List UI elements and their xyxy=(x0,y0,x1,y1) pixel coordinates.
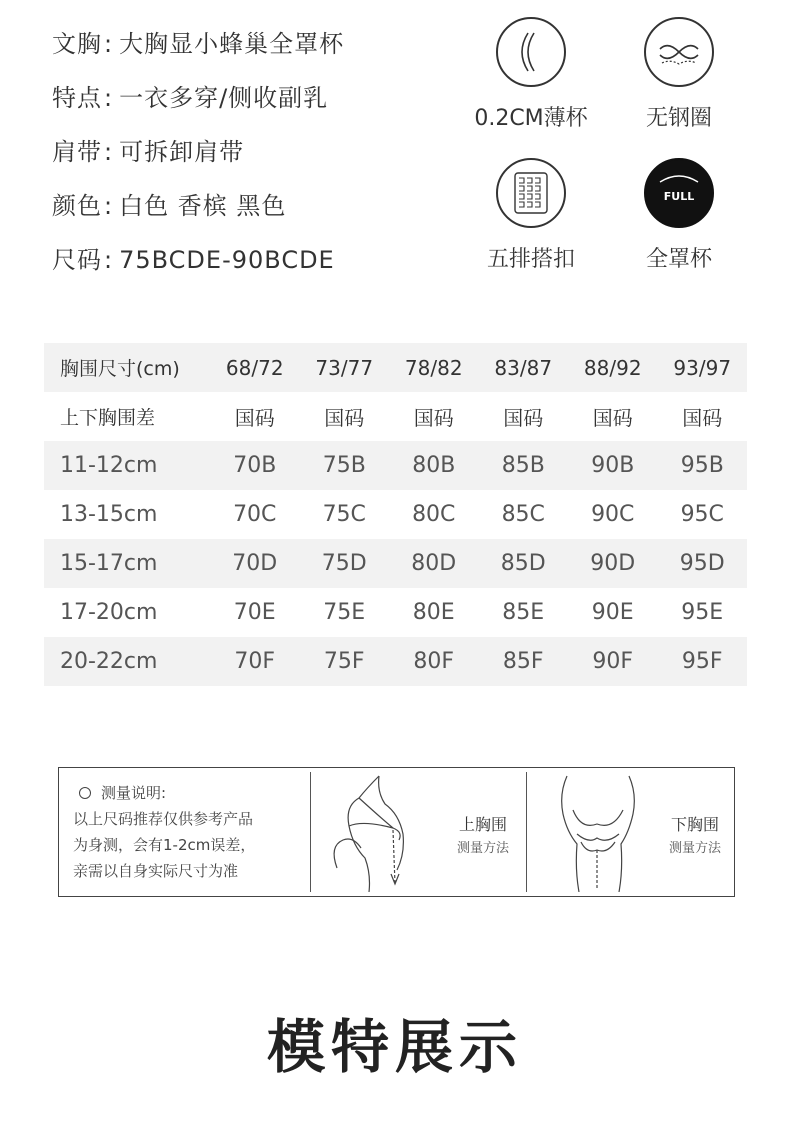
table-cell: 90D xyxy=(568,539,658,588)
table-cell: 90F xyxy=(568,637,658,686)
spec-row-strap: 肩带: 可拆卸肩带 xyxy=(52,138,245,166)
size-table xyxy=(44,343,747,686)
table-row xyxy=(44,539,747,588)
divider xyxy=(526,772,527,892)
table-header-cell: 国码 xyxy=(234,406,275,430)
spec-value: 可拆卸肩带 xyxy=(119,138,245,166)
table-cell: 85C xyxy=(501,502,545,527)
feature-hook-rows xyxy=(456,158,606,273)
table-header-cell: 68/72 xyxy=(210,343,300,392)
table-row xyxy=(44,490,747,539)
spec-list xyxy=(52,22,344,292)
spec-row-size: 尺码: 75BCDE-90BCDE xyxy=(52,246,335,274)
table-cell: 90C xyxy=(591,502,635,527)
table-header-cell: 国码 xyxy=(413,406,454,430)
table-cell: 80E xyxy=(412,600,455,625)
table-cell: 75B xyxy=(300,441,390,490)
table-cell: 90E xyxy=(591,600,634,625)
table-header-cell: 93/97 xyxy=(658,343,748,392)
spec-label: 尺码 xyxy=(52,246,102,274)
feature-label: 全罩杯 xyxy=(645,247,712,272)
table-header-cell: 国码 xyxy=(324,406,365,430)
spec-row-material: 文胸: 大胸显小蜂巢全罩杯 xyxy=(52,30,345,58)
spec-label: 文胸 xyxy=(52,30,102,58)
spec-value: 大胸显小蜂巢全罩杯 xyxy=(119,30,345,58)
table-cell: 75C xyxy=(322,502,366,527)
measurement-box xyxy=(58,767,735,897)
full-badge-text: FULL xyxy=(663,190,695,203)
table-subheader-row xyxy=(44,392,747,441)
table-cell: 85D xyxy=(479,539,569,588)
upper-bust-title: 上胸围 xyxy=(458,815,507,834)
note-title-row xyxy=(73,780,313,806)
table-header-row xyxy=(44,343,747,392)
lower-bust-illustration xyxy=(537,774,657,892)
table-cell: 95E xyxy=(681,600,724,625)
spec-value: 一衣多穿/侧收副乳 xyxy=(119,84,329,112)
spec-value: 75BCDE-90BCDE xyxy=(119,246,335,274)
measurement-note xyxy=(73,780,313,884)
table-cell: 70B xyxy=(210,441,300,490)
circle-bullet-icon xyxy=(79,787,91,799)
full-cup-icon xyxy=(644,158,714,228)
spec-row-feature: 特点: 一衣多穿/侧收副乳 xyxy=(52,84,329,112)
table-cell: 70C xyxy=(233,502,277,527)
note-line: 为身测，会有1-2cm误差， xyxy=(73,836,256,854)
table-cell: 80D xyxy=(389,539,479,588)
feature-label: 五排搭扣 xyxy=(486,247,575,272)
table-cell: 70D xyxy=(210,539,300,588)
table-cell: 95C xyxy=(680,502,724,527)
note-title: 测量说明: xyxy=(101,784,167,802)
table-cell: 20-22cm xyxy=(44,637,210,686)
upper-bust-method xyxy=(447,812,519,856)
table-header-cell: 88/92 xyxy=(568,343,658,392)
table-cell: 13-15cm xyxy=(60,502,158,527)
table-cell: 75E xyxy=(323,600,366,625)
lower-bust-method xyxy=(659,812,731,856)
divider xyxy=(310,772,311,892)
table-cell: 70E xyxy=(233,600,276,625)
table-row xyxy=(44,588,747,637)
spec-label: 颜色 xyxy=(52,192,102,220)
feature-no-wire xyxy=(604,17,754,132)
no-wire-icon xyxy=(644,17,714,87)
section-title: 模特展示 xyxy=(266,1013,523,1081)
feature-label: 无钢圈 xyxy=(645,106,712,131)
table-row xyxy=(44,637,747,686)
note-line: 亲需以自身实际尺寸为准 xyxy=(73,862,239,880)
lower-bust-title: 下胸围 xyxy=(670,815,719,834)
feature-label: 0.2CM薄杯 xyxy=(474,106,588,131)
spec-label: 特点 xyxy=(52,84,102,112)
table-cell: 15-17cm xyxy=(44,539,210,588)
spec-label: 肩带 xyxy=(52,138,102,166)
table-header-cell: 83/87 xyxy=(479,343,569,392)
table-cell: 85E xyxy=(502,600,545,625)
table-cell: 85F xyxy=(479,637,569,686)
table-header-cell: 国码 xyxy=(503,406,544,430)
feature-thin-cup xyxy=(456,17,606,132)
table-row xyxy=(44,441,747,490)
table-cell: 90B xyxy=(568,441,658,490)
table-cell: 17-20cm xyxy=(60,600,158,625)
table-cell: 85B xyxy=(479,441,569,490)
feature-full-cup xyxy=(604,158,754,273)
table-cell: 80F xyxy=(389,637,479,686)
lower-bust-sub: 测量方法 xyxy=(668,841,721,856)
table-header-cell: 国码 xyxy=(592,406,633,430)
table-cell: 11-12cm xyxy=(44,441,210,490)
table-cell: 75D xyxy=(300,539,390,588)
spec-row-color: 颜色: 白色 香槟 黑色 xyxy=(52,192,287,220)
table-cell: 80B xyxy=(389,441,479,490)
table-cell: 95F xyxy=(658,637,748,686)
upper-bust-illustration xyxy=(319,774,449,892)
spec-value: 白色 香槟 黑色 xyxy=(119,192,287,220)
table-header-cell: 国码 xyxy=(682,406,723,430)
hook-rows-icon xyxy=(496,158,566,228)
table-cell: 75F xyxy=(300,637,390,686)
table-cell: 70F xyxy=(210,637,300,686)
table-header-cell: 上下胸围差 xyxy=(60,407,156,429)
table-cell: 80C xyxy=(412,502,456,527)
table-header-cell: 胸围尺寸(cm) xyxy=(44,343,210,392)
upper-bust-sub: 测量方法 xyxy=(456,841,509,856)
table-header-cell: 78/82 xyxy=(389,343,479,392)
note-line: 以上尺码推荐仅供参考产品 xyxy=(73,810,254,828)
table-cell: 95B xyxy=(658,441,748,490)
thin-cup-icon xyxy=(496,17,566,87)
table-header-cell: 73/77 xyxy=(300,343,390,392)
table-cell: 95D xyxy=(658,539,748,588)
